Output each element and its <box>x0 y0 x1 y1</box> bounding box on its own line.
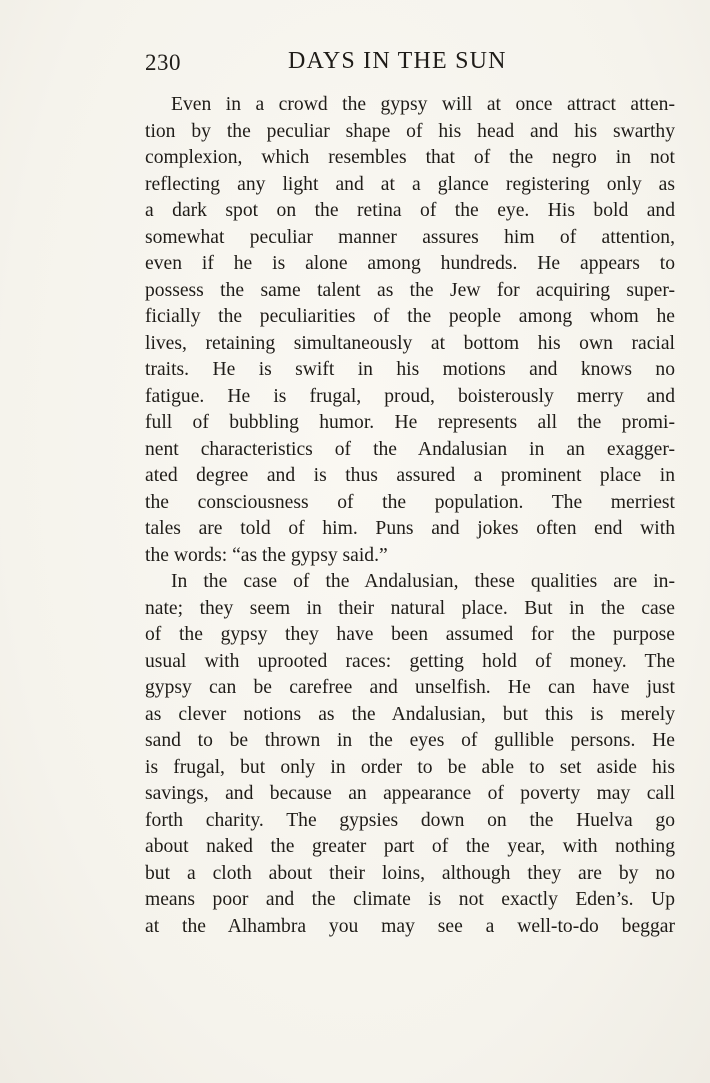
text-line: traits. He is swift in his motions and knows no <box>145 359 675 380</box>
text-line: nate; they seem in their natural place. But in the case <box>145 597 675 619</box>
text-line: as clever notions as the Andalusian, but this is merely <box>145 703 675 725</box>
text-line: full of bubbling humor. He represents all the promi- <box>145 412 675 433</box>
text-line: sand to be thrown in the eyes of gullible persons. He <box>145 730 675 751</box>
text-line: In the case of the Andalusian, these qualities are in- <box>171 571 675 592</box>
text-line: ated degree and is thus assured a prominent place in <box>145 465 675 486</box>
text-line: a dark spot on the retina of the eye. His bold and <box>145 200 675 221</box>
text-line: at the Alhambra you may see a well-to-do beggar <box>145 915 675 937</box>
text-line: even if he is alone among hundreds. He appears to <box>145 253 675 274</box>
text-line: forth charity. The gypsies down on the Huelva go <box>145 809 675 831</box>
text-line: but a cloth about their loins, although they are by no <box>145 862 675 884</box>
text-line: reflecting any light and at a glance registering only as <box>145 173 675 195</box>
page-header <box>145 46 675 80</box>
text-line: savings, and because an appearance of poverty may call <box>145 783 675 804</box>
text-line: possess the same talent as the Jew for acquiring super- <box>145 279 675 301</box>
text-line: about naked the greater part of the year, with nothing <box>145 836 675 857</box>
text-line: usual with uprooted races: getting hold of money. The <box>145 650 675 672</box>
text-line: fatigue. He is frugal, proud, boisterously merry and <box>145 385 675 407</box>
text-line: Even in a crowd the gypsy will at once attract atten- <box>171 94 675 115</box>
body-text <box>145 92 675 940</box>
text-line: tales are told of him. Puns and jokes often end with <box>145 518 675 539</box>
text-line: means poor and the climate is not exactly Eden’s. Up <box>145 889 675 910</box>
text-line: the consciousness of the population. The merriest <box>145 491 675 513</box>
text-line: ficially the peculiarities of the people among whom he <box>145 306 675 327</box>
text-line: the words: “as the gypsy said.” <box>145 544 388 566</box>
text-line: of the gypsy they have been assumed for the purpose <box>145 624 675 645</box>
text-line: somewhat peculiar manner assures him of attention, <box>145 226 675 248</box>
text-line: gypsy can be carefree and unselfish. He can have just <box>145 677 675 698</box>
running-head: DAYS IN THE SUN <box>288 48 507 74</box>
text-line: nent characteristics of the Andalusian in an exagger- <box>145 438 675 460</box>
text-line: tion by the peculiar shape of his head and his swarthy <box>145 120 675 142</box>
text-line: is frugal, but only in order to be able to set aside his <box>145 756 675 778</box>
text-line: lives, retaining simultaneously at bottom his own racial <box>145 332 675 354</box>
page-number: 230 <box>145 50 181 75</box>
text-line: complexion, which resembles that of the negro in not <box>145 147 675 168</box>
